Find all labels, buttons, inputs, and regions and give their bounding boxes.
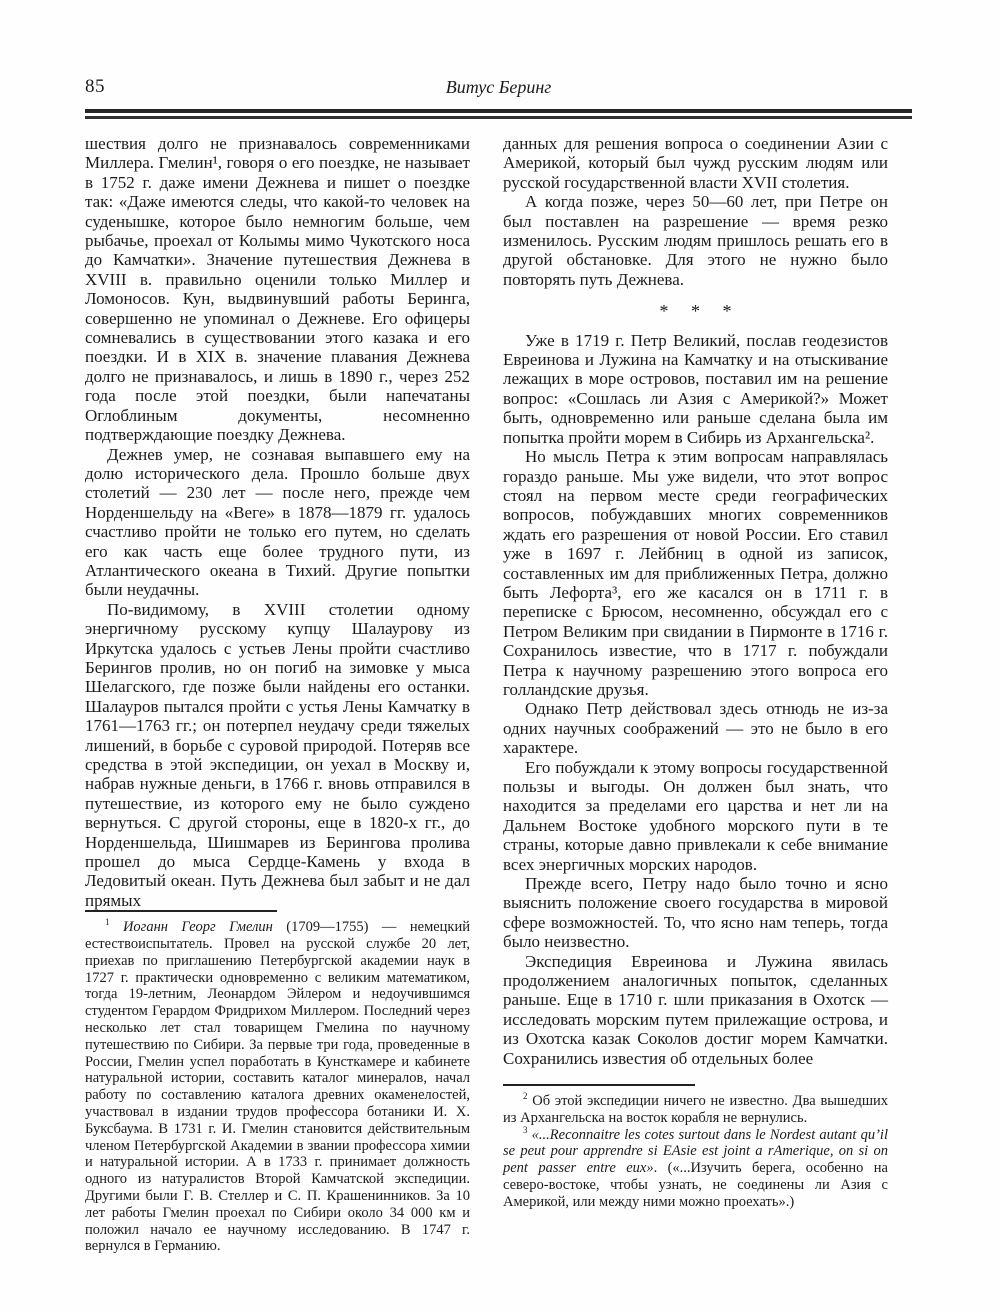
page-number: 85 xyxy=(85,76,105,97)
footnote-2-marker: 2 xyxy=(523,1091,528,1102)
footnote-3 xyxy=(503,1124,888,1211)
section-separator: * * * xyxy=(659,301,741,322)
left-column xyxy=(85,134,470,1255)
paragraph: Дежнев умер, не сознавая выпавшего ему на долю исторического дела. Прошло больше двух столетий — 230 лет — после него, прежде чем Норденшельду на «Веге» в 1878—1879 гг. удалось счастливо пройти не только его путем, но сделать его как часть еще более трудного пути, из Атлантического океана в Тихий. Другие попытки были неудачны. xyxy=(85,444,470,600)
paragraph: шествия долго не признавалось современниками Миллера. Гмелин¹, говоря о его поездке, не называет в 1752 г. даже имени Дежнева и пишет о поездке так: «Даже имеются следы, что какой-то человек на суденышке, которое было немногим больше, чем рыбачье, проехал от Колымы мимо Чукотского носа до Камчатки». Значение путешествия Дежнева в XVIII в. правильно оценили только Миллер и Ломоносов. Кун, выдвинувший работы Беринга, совершенно не упоминал о Дежневе. Его офицеры сомневались в существовании этого казака и его поездки. И в XIX в. значение плавания Дежнева долго не признавалось, и лишь в 1890 г., через 252 года после этой поездки, были напечатаны Оглоблиным документы, несомненно подтверждающие поездку Дежнева. xyxy=(85,134,470,445)
footnote-separator xyxy=(85,910,277,912)
left-footnote-block xyxy=(85,910,470,1255)
header-rule xyxy=(85,109,912,119)
footnote-2-text: Об этой экспедиции ничего не известно. Два вышедших из Архангельска на восток корабля не вернулись. xyxy=(503,1093,888,1126)
paragraph: данных для решения вопроса о соединении Азии с Америкой, который был чужд русским людям или русской государственной власти XVII столетия. xyxy=(503,134,888,192)
footnote-1-text: (1709—1755) — немецкий естествоиспытатель. Провел на русской службе 20 лет, приехав по приглашению Петербургской академии наук в 1727 г. практически одновременно с великим математиком, тогда 19-летним, Леонардом Эйлером и недоучившимся студентом Герардом Фридрихом Миллером. Последний через несколько лет стал товарищем Гмелина по научному путешествию по Сибири. За первые три года, проведенные в России, Гмелин успел поработать в Кунсткамере и кабинете натуральной истории, составить каталог минералов, начал работу по составлению каталога древних окаменелостей, участвовал в издании трудов профессора ботаники И. Х. Буксбаума. В 1731 г. И. Гмелин становится действительным членом Петербургской Академии в звании профессора химии и натуральной истории. А в 1733 г. принимает должность одного из натуралистов Второй Камчатской экспедиции. Другими были Г. В. Стеллер и С. П. Крашенинников. За 10 лет работы Гмелин проехал по Сибири около 34 000 км и положил начало ее научному исследованию. В 1747 г. вернулся в Германию. xyxy=(85,919,470,1255)
paragraph: По-видимому, в XVIII столетии одному энергичному русскому купцу Шалаурову из Иркутска удалось с устьев Лены пройти счастливо Берингов пролив, но он погиб на зимовке у мыса Шелагского, где позже были найдены его останки. Шалауров пытался пройти с устья Лены Камчатку в 1761—1763 гг.; он потерпел неудачу среди тяжелых лишений, в борьбе с суровой природой. Потеряв все средства в этой экспедиции, он уехал в Москву и, набрав нужные деньги, в 1766 г. вновь отправился в путешествие, из которого ему не было суждено вернуться. С другой стороны, еще в 1820-х гг., до Норденшельда, Шишмарев из Берингова пролива прошел до мыса Сердце-Камень у входа в Ледовитый океан. Путь Дежнева был забыт и не дал прямых xyxy=(85,599,470,910)
page-header xyxy=(85,76,912,102)
right-column xyxy=(503,134,888,1255)
paragraph: Уже в 1719 г. Петр Великий, послав геодезистов Евреинова и Лужина на Камчатку и на отыскивание лежащих в море островов, поставил им на решение вопрос: «Сошлась ли Азия с Америкой?» Может быть, одновременно или раньше сделана была им попытка пройти морем в Сибирь из Архангельска². xyxy=(503,330,888,447)
paragraph: Однако Петр действовал здесь отнюдь не из-за одних научных соображений — это не было в его характере. xyxy=(503,699,888,758)
paragraph: Прежде всего, Петру надо было точно и ясно выяснить положение своего государства в мировой сфере возможностей. То, что ясно нам теперь, тогда было неизвестно. xyxy=(503,874,888,952)
footnote-1-name: Иоганн Георг Гмелин xyxy=(122,919,273,936)
text-columns xyxy=(85,134,912,1255)
footnote-3-text: . («...Изучить берега, особенно на северо-востоке, чтобы узнать, не соединены ли Азия с Америкой, или между ними можно проехать».) xyxy=(503,1160,888,1210)
footnote-3-marker: 3 xyxy=(523,1124,528,1135)
footnote-separator xyxy=(503,1084,695,1086)
paragraph: Экспедиция Евреинова и Лужина явилась продолжением аналогичных попыток, сделанных раньше. Еще в 1710 г. шли приказания в Охотск — исследовать морским путем прилежащие острова, и из Охотска казак Соколов достиг морем Камчатки. Сохранились известия об отдельных более xyxy=(503,951,888,1068)
footnote-3-french: «...Reconnaitre les cotes surtout dans le Nordest autant qu’il se peut pour apprendre si EAsie est joint a rAmerique, on si on pent passer entre eux» xyxy=(503,1126,888,1177)
right-footnote-block xyxy=(503,1084,888,1211)
paragraph: А когда позже, через 50—60 лет, при Петре он был поставлен на разрешение — время резко изменилось. Русским людям пришлось решать его в другой обстановке. Для этого не нужно было повторять путь Дежнева. xyxy=(503,192,888,289)
footnote-2 xyxy=(503,1093,888,1127)
footnote-1-marker: 1 xyxy=(105,917,110,928)
running-title: Витус Беринг xyxy=(445,77,552,97)
paragraph: Его побуждали к этому вопросы государственной пользы и выгоды. Он должен был знать, что находится за пределами его царства и нет ли на Дальнем Востоке удобного морского пути в те страны, которые давно привлекали к себе внимание всех энергичных морских народов. xyxy=(503,757,888,874)
paragraph: Но мысль Петра к этим вопросам направлялась гораздо раньше. Мы уже видели, что этот вопрос стоял на первом месте среди географических вопросов, побуждавших многих современников ждать его разрешения от новой России. Его ставил уже в 1697 г. Лейбниц в одной из записок, составленных им для приближенных Петра, должно быть Лефорта³, его же касался он в 1711 г. в переписке с Брюсом, несомненно, обсуждал его с Петром Великим при свидании в Пирмонте в 1716 г. Сохранилось известие, что в 1717 г. побуждали Петра к научному разрешению этого вопроса его голландские друзья. xyxy=(503,447,888,699)
footnote-1 xyxy=(85,919,470,1255)
